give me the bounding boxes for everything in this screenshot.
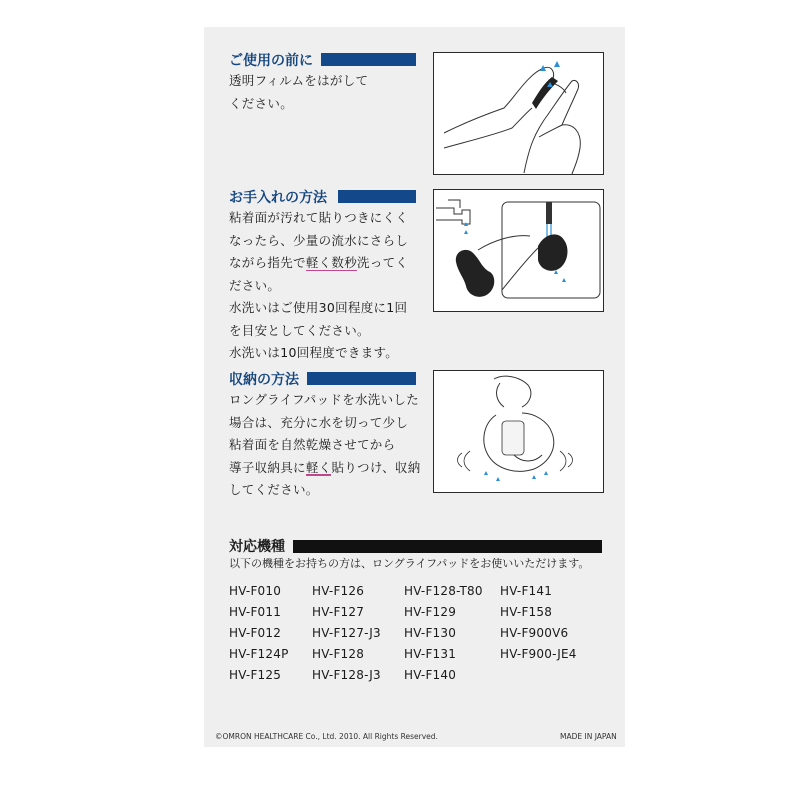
model-item: HV-F900V6: [500, 626, 569, 640]
text-line: ください。: [229, 95, 294, 111]
section-title-before-use: ご使用の前に: [229, 53, 313, 69]
model-item: HV-F126: [312, 584, 365, 598]
model-item: HV-F140: [404, 668, 457, 682]
text-line: 水洗いは10回程度できます。: [229, 345, 399, 360]
model-item: HV-F125: [229, 668, 282, 682]
section-body-before-use: [229, 70, 368, 115]
text-fragment: 貼りつけ、収納: [331, 459, 421, 475]
section-title-storage: 収納の方法: [229, 372, 299, 388]
highlighted-text: 軽く数秒: [305, 255, 358, 270]
washing-illustration: [433, 189, 604, 312]
section-body-care: [229, 207, 408, 365]
text-line: ロングライフパッドを水洗いした: [229, 392, 420, 407]
peel-film-illustration: [433, 52, 604, 175]
section-title-bar: [307, 372, 416, 385]
model-item: HV-F158: [500, 605, 553, 619]
text-line: ださい。: [229, 277, 281, 293]
text-line: 水洗いはご使用30回程度に1回: [229, 300, 408, 315]
text-fragment: 導子収納具に: [229, 459, 306, 475]
model-item: HV-F127: [312, 605, 365, 619]
section-title-care: お手入れの方法: [229, 190, 327, 206]
made-in-label: MADE IN JAPAN: [560, 732, 617, 741]
text-fragment: ながら指先で: [229, 255, 306, 270]
storage-illustration: [433, 370, 604, 493]
highlighted-text: 軽く: [305, 459, 332, 475]
model-item: HV-F129: [404, 605, 457, 619]
section-title-bar: [338, 190, 416, 203]
model-item: HV-F127-J3: [312, 626, 381, 640]
section-title-models: 対応機種: [229, 539, 285, 555]
text-line: なったら、少量の流水にさらし: [229, 232, 409, 248]
model-item: HV-F012: [229, 626, 282, 640]
text-line: [229, 252, 408, 275]
model-item: HV-F124P: [229, 647, 289, 661]
model-item: HV-F128: [312, 647, 365, 661]
model-item: HV-F011: [229, 605, 282, 619]
text-line: 場合は、充分に水を切って少し: [229, 414, 409, 430]
model-item: HV-F128-J3: [312, 668, 381, 682]
model-item: HV-F141: [500, 584, 553, 598]
model-item: HV-F130: [404, 626, 457, 640]
section-body-storage: [229, 389, 421, 502]
model-item: HV-F128-T80: [404, 584, 483, 598]
text-line: [229, 457, 421, 480]
text-line: を目安としてください。: [229, 322, 370, 338]
section-title-bar: [293, 540, 602, 553]
copyright-notice: ©OMRON HEALTHCARE Co., Ltd. 2010. All Rights Reserved.: [215, 732, 438, 741]
model-item: HV-F900-JE4: [500, 647, 577, 661]
models-intro: 以下の機種をお持ちの方は、ロングライフパッドをお使いいただけます。: [229, 557, 590, 570]
text-line: 粘着面が汚れて貼りつきにくく: [229, 210, 409, 225]
text-line: 透明フィルムをはがして: [229, 73, 369, 88]
text-line: してください。: [229, 482, 319, 497]
model-item: HV-F010: [229, 584, 282, 598]
section-title-bar: [321, 53, 416, 66]
text-line: 粘着面を自然乾燥させてから: [229, 437, 396, 452]
model-item: HV-F131: [404, 647, 457, 661]
text-fragment: 洗ってく: [357, 255, 409, 270]
